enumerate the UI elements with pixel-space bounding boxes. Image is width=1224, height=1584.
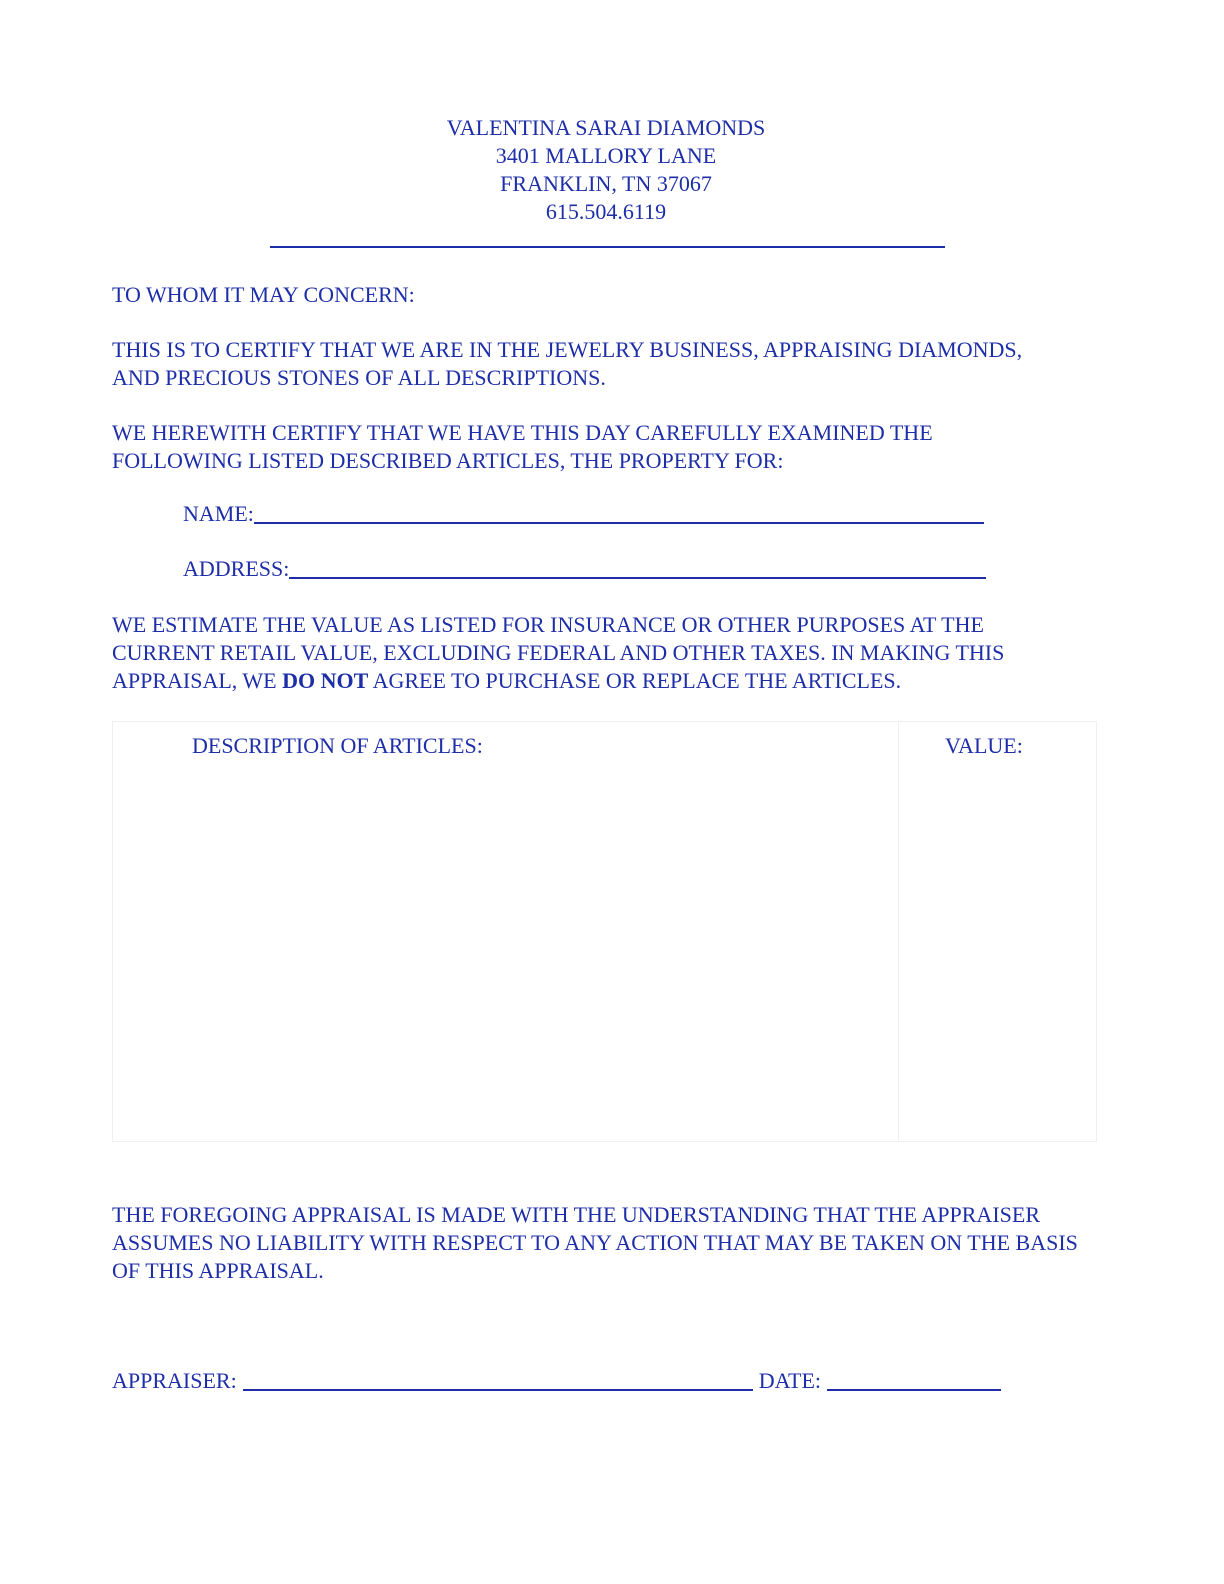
salutation: TO WHOM IT MAY CONCERN: bbox=[112, 282, 415, 307]
articles-table bbox=[112, 721, 1097, 1142]
name-label: NAME: bbox=[183, 501, 254, 526]
estimate-text-end: AGREE TO PURCHASE OR REPLACE THE ARTICLES. bbox=[368, 668, 902, 693]
appraiser-signature-line[interactable] bbox=[243, 1367, 753, 1391]
certify-paragraph: THIS IS TO CERTIFY THAT WE ARE IN THE JEWELRY BUSINESS, APPRAISING DIAMONDS, AND PRECIOUS STONES OF ALL DESCRIPTIONS. bbox=[112, 337, 1023, 390]
appraiser-label: APPRAISER: bbox=[112, 1368, 237, 1393]
table-column-divider bbox=[898, 722, 899, 1141]
estimate-bold-do-not: DO NOT bbox=[282, 668, 369, 693]
date-input-line[interactable] bbox=[827, 1367, 1001, 1391]
value-column-header: VALUE: bbox=[945, 733, 1023, 758]
name-input-line[interactable] bbox=[254, 500, 984, 524]
description-column-header: DESCRIPTION OF ARTICLES: bbox=[192, 733, 483, 758]
estimate-paragraph bbox=[112, 611, 1047, 695]
business-name: VALENTINA SARAI DIAMONDS bbox=[446, 115, 766, 140]
address-label: ADDRESS: bbox=[183, 556, 290, 581]
business-city-state-zip: FRANKLIN, TN 37067 bbox=[500, 171, 712, 196]
signature-row bbox=[112, 1367, 1001, 1395]
examined-paragraph: WE HEREWITH CERTIFY THAT WE HAVE THIS DAY CAREFULLY EXAMINED THE FOLLOWING LISTED DESCRIBED ARTICLES, THE PROPERTY FOR: bbox=[112, 420, 933, 473]
letterhead bbox=[0, 114, 1212, 226]
date-label: DATE: bbox=[758, 1368, 822, 1393]
name-field-row bbox=[183, 500, 984, 528]
letterhead-divider bbox=[270, 246, 945, 248]
address-field-row bbox=[183, 555, 986, 583]
business-street: 3401 MALLORY LANE bbox=[495, 143, 717, 168]
business-phone: 615.504.6119 bbox=[545, 199, 667, 224]
address-input-line[interactable] bbox=[289, 555, 986, 579]
estimate-text-start: WE ESTIMATE THE VALUE AS LISTED FOR INSURANCE OR OTHER PURPOSES AT THE CURRENT RETAIL VALUE, EXCLUDING FEDERAL AND OTHER TAXES. IN MAKING THIS APPRAISAL, WE bbox=[112, 612, 1005, 693]
liability-paragraph: THE FOREGOING APPRAISAL IS MADE WITH THE UNDERSTANDING THAT THE APPRAISER ASSUMES NO LIABILITY WITH RESPECT TO ANY ACTION THAT MAY BE TAKEN ON THE BASIS OF THIS APPRAISAL. bbox=[112, 1202, 1078, 1283]
